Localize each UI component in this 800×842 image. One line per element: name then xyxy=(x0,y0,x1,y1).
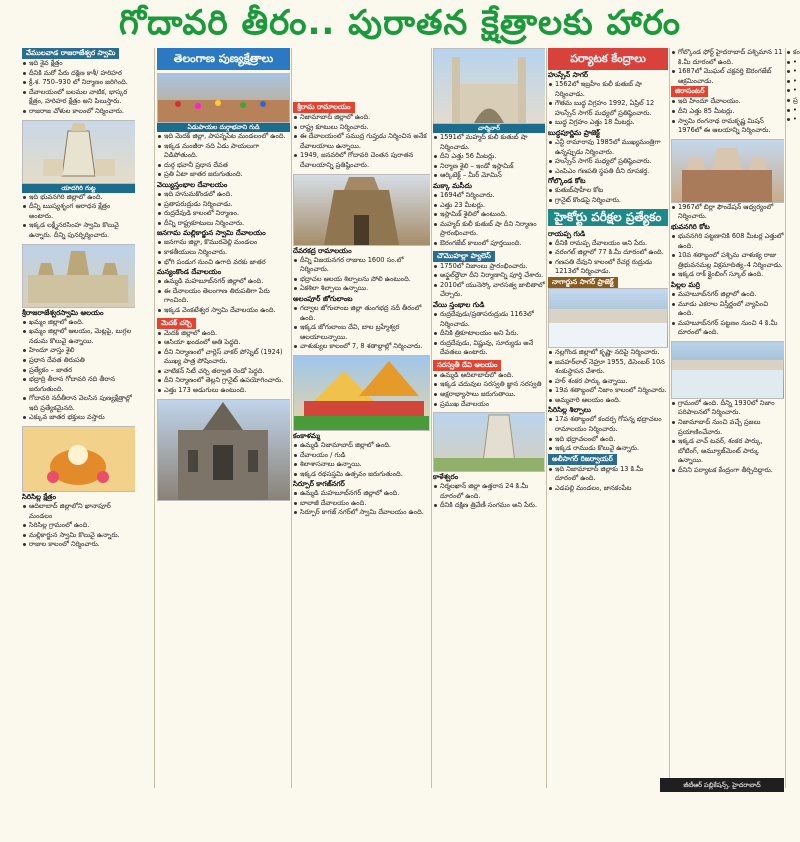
bullet-line: దేవాలయం / గుడి xyxy=(293,451,430,461)
section-title: పిల్లల మర్రి xyxy=(671,280,700,289)
section-title: గోల్కొండ కోట xyxy=(548,177,586,186)
bullet-line: 1687లో మొఘల్ చక్రవర్తి ఔరంగజేబ్ ఆక్రమించాడు. xyxy=(671,67,784,86)
bullet-line: దీనికి రామప్ప దేవాలయం అని పేరు. xyxy=(548,239,668,249)
section-body xyxy=(157,238,290,267)
bullet-line: ఎక్కువ జాతర భక్తులు వస్తారు xyxy=(22,413,135,423)
column-rule xyxy=(291,48,292,788)
column-rule xyxy=(154,48,155,788)
section-body xyxy=(671,97,784,135)
bullet-line: ఉమ్మడి నిజామాబాద్ జిల్లాలో ఉంది. xyxy=(293,441,430,451)
bullet-line: దీనికి త్రికూటాలయం అని పేరు. xyxy=(433,329,545,339)
bullet-line: ఈ దేవాలయంలో సముద్ర గుప్తుడు నిర్మించిన అనేక దేవాలయాలు ఉన్నాయి. xyxy=(293,132,430,151)
temple-photo xyxy=(293,174,430,246)
bullet-line: • xyxy=(786,58,800,68)
bullet-line: ఇది హిందూ దేవాలయం. xyxy=(671,97,784,107)
bullet-line: ఇక్కడ రాముడు కొలువై ఉన్నారు. xyxy=(548,444,668,454)
section-body xyxy=(548,415,668,453)
bullet-line: దీన్ని రాష్ట్రకూటులు నిర్మించారు. xyxy=(157,219,290,229)
deity-photo xyxy=(22,426,135,492)
section-body xyxy=(433,371,545,409)
highcourt-banner: హైకోర్టు పరీక్షల ప్రత్యేకం xyxy=(548,209,668,226)
bullet-line: సిరిసిల్ల గ్రామంలో ఉంది. xyxy=(22,521,135,531)
temple-photo xyxy=(22,244,135,308)
bullet-line: ఈ దేవాలయం తెలంగాణ తిరుపతిగా పేరు గాంచింది. xyxy=(157,287,290,306)
column-rule xyxy=(431,48,432,788)
column-7-partial xyxy=(786,48,800,788)
column-3 xyxy=(293,102,430,842)
bullet-line: దీనిని పర్యాటక కేంద్రంగా తీర్చిదిద్దారు. xyxy=(671,466,784,476)
bullet-line: 1750లో నిజాంలు ప్రారంభించారు. xyxy=(433,262,545,272)
section-body xyxy=(293,304,430,352)
bullet-line: శిలాశాసనాలు ఉన్నాయి. xyxy=(293,460,430,470)
reservoir-photo xyxy=(671,341,784,399)
bullet-line: ఇక్కడ వెంకటేశ్వర స్వామి దేవాలయం ఉంది. xyxy=(157,306,290,316)
section-title: సిరిసిల్ల శిల్పాలు xyxy=(548,406,591,415)
bullet-line: ప్రధాన దేవత తిరుపతి xyxy=(22,356,135,366)
bullet-line: వరంగల్ జిల్లాలో 77 కి.మీ దూరంలో ఉంది. xyxy=(548,248,668,258)
bullet-line: ప్రతాపరుద్రుడు నిర్మించాడు. xyxy=(157,200,290,210)
bullet-line: కాకతీయులు నిర్మించారు. xyxy=(157,248,290,258)
bullet-line: గోల్కొండ ఫోర్ట్ హైదరాబాద్ పశ్చిమాన 11 కి.మీ దూరంలో ఉంది. xyxy=(671,48,784,67)
bullet-line: గద్వాల జోగులాంబ జిల్లా తుంగభద్ర నదీ తీరంలో ఉంది. xyxy=(293,304,430,323)
bullet-line: భోగి పండుగ నుంచి ఉగాది వరకు జాతర xyxy=(157,258,290,268)
bullet-line: మూడు ఎకరాల విస్తీర్ణంలో వ్యాపించి ఉంది. xyxy=(671,300,784,319)
bullet-line: రాజుల కాలంలో నిర్మించారు. xyxy=(22,540,135,550)
bullet-line: మహబూబ్‌నగర్ పట్టణం నుంచి 4 కి.మీ దూరంలో ఉంది. xyxy=(671,319,784,338)
column-4 xyxy=(433,48,545,788)
photo-caption: కంకాళమ్మ xyxy=(293,431,320,440)
bullet-line: దేవాలయంలో బలమల వాటిక, భాస్కర క్షేత్రం, హరిహర క్షేత్రం అని పిలుస్తారు. xyxy=(22,88,135,107)
bullet-line: ఖమ్మం జిల్లాలో ఆలయం, మెట్లపై, బుగ్గల నడుమ కొలువై ఉన్నాయి. xyxy=(22,327,135,346)
bullet-line: ఇక్కడ చదువుల సరస్వతి జ్ఞాన సరస్వతి xyxy=(433,380,545,390)
bullet-line: ఎత్తు 23 మీటర్లు. xyxy=(433,201,545,211)
section-body xyxy=(786,48,800,125)
bullet-line: అఫ్జల్‌ద్దౌలా దీని నిర్మాణాన్ని పూర్తి చేశారు. xyxy=(433,271,545,281)
bullet-line: • xyxy=(786,77,800,87)
bullet-line: ప్రతి ఏటా జాతర జరుగుతుంది. xyxy=(157,170,290,180)
column-2 xyxy=(157,48,290,788)
bullet-line: బాలాజీ దేవాలయం ఉంది. xyxy=(293,499,430,509)
bullet-line: రుద్రదేవుడి కాలంలో నిర్మాణం. xyxy=(157,209,290,219)
bullet-line: గ్రామంలో ఉంది. దీన్ని 1930లో నిజాం పరిపాలనలో నిర్మించారు. xyxy=(671,399,784,418)
section-title: రాయప్ప గుడి xyxy=(548,229,586,238)
bullet-line: కం xyxy=(786,48,800,58)
bullet-line: • xyxy=(786,67,800,77)
section-body xyxy=(22,318,135,366)
section-title: జిరాసంటర్ xyxy=(671,86,708,97)
section-body xyxy=(433,262,545,300)
bullet-line: భద్రాద్రి తీరాన గోదావరి నది తీరాన జరుగుతుంది. xyxy=(22,375,135,394)
photo-caption: దేవరకద్ర రామాలయం xyxy=(293,246,352,255)
section-title: సరస్వతీ దేవి ఆలయం xyxy=(433,360,501,371)
temple-photo xyxy=(22,120,135,184)
bullet-line: ఇది మెదక్ జిల్లా, పాపన్నపేట మండలంలో ఉంది. xyxy=(157,132,290,142)
bullet-line: రాజరాజ చోళుల కాలంలో నిర్మించారు. xyxy=(22,107,135,117)
bullet-line: దీని ఎత్తు 85 మీటర్లు. xyxy=(671,107,784,117)
column-rule xyxy=(669,48,670,788)
section-body xyxy=(157,329,290,396)
bullet-line: 1694లో నిర్మించారు. xyxy=(433,191,545,201)
bullet-line: ఎన్టీ రామారావు 1985లో ముఖ్యమంత్రిగా ఉన్నప్పుడు నిర్మించారు. xyxy=(548,138,668,157)
section-title: బుద్ధపూర్ణిమ ప్రాజెక్ట్ xyxy=(548,128,600,137)
bullet-line: • xyxy=(786,86,800,96)
section-body xyxy=(671,399,784,476)
bullet-line: హర్ శంకర పార్కు ఉన్నాయి. xyxy=(548,377,668,387)
section-title: హుస్సేన్ సాగర్ xyxy=(548,71,589,79)
dam-photo xyxy=(548,288,668,348)
bullet-line: ఉమ్మడి ఆదిలాబాద్‌లో ఉంది. xyxy=(433,371,545,381)
section-body xyxy=(548,138,668,176)
bullet-line: ఇది నిజామాబాద్ జిల్లాకు 13 కి.మీ దూరంలో ఉంది. xyxy=(548,465,668,484)
bullet-line: కుతుబ్‌షాహీల కోట xyxy=(548,186,668,196)
temple-photo xyxy=(293,355,430,431)
bullet-line: జవహర్‌లాల్ నెహ్రూ 1955, డిసెంబర్ 10న శంకుస్థాపన చేశారు. xyxy=(548,358,668,377)
section-title: శ్రీరాజరాజేశ్వరస్వామి ఆలయం xyxy=(22,308,104,317)
bullet-line: ఎంపిఎం గణపతి స్థపతి దీని రూపకర్త. xyxy=(548,167,668,177)
section-body xyxy=(433,310,545,358)
bullet-line: 10వ శతాబ్దంలో పశ్చిమ చాళుక్య రాజు త్రిభువనమల్ల విక్రమాదిత్య–4 నిర్మించాడు. xyxy=(671,251,784,270)
bullet-line: ఇది శైవ క్షేత్రం xyxy=(22,59,135,69)
bullet-line: స్వామి రంగనాథ రామకృష్ణ మిషన్ 1976లో ఈ ఆలయాన్ని నిర్మించారు. xyxy=(671,117,784,136)
section-body xyxy=(157,277,290,315)
bullet-line: అమ్మవారి ఆలయం ఉంది. xyxy=(548,396,668,406)
bullet-line: దీని ఎత్తు 56 మీటర్లు. xyxy=(433,152,545,162)
section-body xyxy=(548,377,668,406)
bullet-line: నిర్మాణ శైలి – ఇండో ఇస్లామిక్ xyxy=(433,162,545,172)
photo-caption: ఏడుపాయల దుర్గాభవాని గుడి xyxy=(157,123,290,132)
bullet-line: రాష్ట్ర కూటులు నిర్మించారు. xyxy=(293,123,430,133)
bullet-line: ఇక్కడ రథసప్తమి ఉత్సవం జరుగుతుంది. xyxy=(293,470,430,480)
bullet-line: 1949, జనవరిలో గోదావరి చెంతన పురాతన దేవాలయాన్ని ప్రతిష్ఠించారు. xyxy=(293,151,430,170)
bullet-line: గౌతమ బుద్ధ విగ్రహం 1992, ఏప్రిల్ 12 హుస్సేన్ సాగర్ మధ్యలో ప్రతిష్ఠించారు. xyxy=(548,99,668,118)
bullet-line: దీనికి మరో పేరు దక్షిణ కాశీ/ హరిహర xyxy=(22,69,135,79)
section-body xyxy=(548,239,668,277)
bullet-line: 19వ శతాబ్దంలో నిజాం కాలంలో నిర్మించారు. xyxy=(548,386,668,396)
bullet-line: ప్రత్యేకం – జాతర xyxy=(22,366,135,376)
bullet-line: ఉమ్మడి మహబూబ్‌నగర్ జిల్లాలో ఉంది. xyxy=(293,489,430,499)
section-title: భువనగిరి కోట xyxy=(671,222,710,231)
bullet-line: ఉమ్మడి మహబూబ్‌నగర్ జిల్లాలో ఉంది. xyxy=(157,277,290,287)
bullet-line: నిజామాబాద్ నుంచి వచ్చే ప్రజలు ప్రయాణించేవారు. xyxy=(671,418,784,437)
section-body xyxy=(22,502,135,550)
bullet-line: రుద్రదేవుడు, విష్ణువు, సూర్యుడు అనే దేవతలు ఉంటారు. xyxy=(433,339,545,358)
bullet-line: మహబూబ్‌నగర్ జిల్లాలో ఉంది. xyxy=(671,290,784,300)
section-body xyxy=(293,113,430,171)
section-body xyxy=(157,132,290,180)
church-photo xyxy=(157,399,290,501)
bullet-line: ఏకశిలా శిల్పాలు ఉన్నాయి. xyxy=(293,284,430,294)
section-title: జనగామ మల్లికార్జున స్వామి దేవాలయం xyxy=(157,229,266,238)
bullet-line: ఆర్కిటెక్ట్ – మీర్ మోమిన్ xyxy=(433,171,545,181)
bullet-line: • xyxy=(786,106,800,116)
bullet-line: ఇక్కడ రాక్ క్లైంబింగ్ స్కూల్ ఉంది. xyxy=(671,270,784,280)
bullet-line: ఆదిలాబాద్ జిల్లాలోని ఖానాపూర్ మండలం xyxy=(22,502,135,521)
bullet-line: దీని నిర్మాణంలో చార్లెస్ వాకర్ పోస్నెట్ (1924) ముఖ్య పాత్ర పోషించారు. xyxy=(157,348,290,367)
bullet-line: క్రీ.శ. 750–930 లో నిర్మాణం జరిగింది. xyxy=(22,78,135,88)
bullet-line: ఇక్కడ జోగులాంబ దేవి, బాల బ్రహ్మేశ్వర ఆలయాలున్నాయి. xyxy=(293,323,430,342)
photo-caption: కాళేశ్వరం xyxy=(433,473,459,482)
bullet-line: భద్రాచల ఆలయ శిల్పాలను పోలి ఉంటుంది. xyxy=(293,275,430,285)
section-body xyxy=(671,203,784,222)
bullet-line: సిర్పూర్ కాగజ్ నగర్‌లో స్వామి దేవాలయం ఉంది. xyxy=(293,508,430,518)
section-title: నాగార్జున సాగర్ ప్రాజెక్ట్ xyxy=(548,277,618,288)
bullet-line: 2010లో యునెస్కో వారసత్వ జాబితాలో చేర్చారు. xyxy=(433,281,545,300)
bullet-line: ఇది భద్రాచలంలో ఉంది. xyxy=(548,435,668,445)
section-body xyxy=(293,256,430,294)
bullet-line: బుద్ధ విగ్రహం ఎత్తు 18 మీటర్లు. xyxy=(548,118,668,128)
section-title: చౌమొహల్లా ప్యాలెస్ xyxy=(433,251,495,262)
bullet-line: అక్షరాభ్యాసాలు జరుగుతాయి. xyxy=(433,390,545,400)
bullet-line: హుస్సేన్ సాగర్ మధ్యలో ప్రతిష్ఠించారు. xyxy=(548,157,668,167)
column-rule xyxy=(546,48,547,788)
telangana-banner: తెలంగాణ పుణ్యక్షేత్రాలు xyxy=(157,48,290,70)
section-body xyxy=(22,193,135,241)
section-title: మన్యంకొండ దేవాలయం xyxy=(157,268,222,277)
bullet-line: ఆసియా ఖండంలో అతి పెద్దది. xyxy=(157,338,290,348)
section-body xyxy=(548,80,668,128)
section-body xyxy=(548,348,668,377)
section-title: అలంపూర్ జోగులాంబ xyxy=(293,294,353,303)
bullet-line: 1591లో మహ్మద్ కులీ కుతుబ్ షా నిర్మించాడు. xyxy=(433,133,545,152)
section-body xyxy=(671,48,784,86)
bullet-line: ఔరంగజేబ్ కాలంలో పూర్తయింది. xyxy=(433,239,545,249)
bullet-line: నిర్మలఖాన్ జిల్లా ఉత్తరాన 24 కి.మీ దూరంలో ఉంది. xyxy=(433,482,545,501)
bullet-line: ఇక్కడ మంజీరా నది ఏడు పాయలుగా విడిపోతుంది. xyxy=(157,142,290,161)
bullet-line: 17వ శతాబ్దంలో కందర్ప గోపన్న భద్రాచలం రామాలయం నిర్మించారు. xyxy=(548,415,668,434)
bullet-line: భువనగిరి పట్టణానికి 608 మీటర్ల ఎత్తులో ఉంది. xyxy=(671,232,784,251)
section-body xyxy=(22,59,135,117)
bullet-line: ఎత్తు 173 అడుగులు ఉంటుంది. xyxy=(157,386,290,396)
bullet-line: ఇది హనుమకొండలో ఉంది. xyxy=(157,190,290,200)
temple-photo xyxy=(671,139,784,203)
bullet-line: మెదక్ జిల్లాలో ఉంది. xyxy=(157,329,290,339)
bullet-line: ప్రముఖ దేవాలయం xyxy=(433,400,545,410)
column-1 xyxy=(22,48,135,788)
column-5 xyxy=(548,48,668,788)
section-title: వెయ్యిస్తంభాల దేవాలయం xyxy=(157,180,228,189)
section-body xyxy=(548,465,668,494)
section-title: వేములవాడ రాజరాజేశ్వర స్వామి xyxy=(22,48,119,59)
bullet-line: రుద్రదేవుడు/ప్రతాపరుద్రుడు 1163లో నిర్మించాడు. xyxy=(433,310,545,329)
bullet-line: గ్రానైట్ కొండపై నిర్మించారు. xyxy=(548,196,668,206)
bullet-line: దుర్గ భవానీ ప్రధాన దేవత xyxy=(157,161,290,171)
headline: గోదావరి తీరం.. పురాతన క్షేత్రాలకు హారం xyxy=(118,3,682,43)
bullet-line: గణపతి దేవుని కాలంలో రేచర్ల రుద్రుడు 1213లో నిర్మించాడు. xyxy=(548,258,668,277)
bullet-line: • xyxy=(786,115,800,125)
section-title: వేయి స్తంభాల గుడి xyxy=(433,300,485,309)
crowd-photo xyxy=(157,73,290,123)
bullet-line: ఇక్కడ వాచ్ టవర్, శంకర పార్కు, బోటింగ్, అమ్యూజ్‌మెంట్ పార్కు ఉన్నాయి. xyxy=(671,437,784,466)
photo-caption: చార్మినార్ xyxy=(433,124,545,133)
bullet-line: వాటికన్ సిటీ చర్చి తర్వాత రెండో పెద్దది. xyxy=(157,367,290,377)
bullet-line: 1967లో బిర్లా ఫౌండేషన్ ఆధ్వర్యంలో నిర్మించారు. xyxy=(671,203,784,222)
bullet-line: హిందూ వాస్తు శైలి xyxy=(22,346,135,356)
bullet-line: నిజామాబాద్ జిల్లాలో ఉంది. xyxy=(293,113,430,123)
bullet-line: దీనికి దక్షిణ త్రివేణీ సంగమం అని పేరు. xyxy=(433,501,545,511)
bullet-line: ప్ర xyxy=(786,96,800,106)
bullet-line: ఇక్కడ లక్ష్మీనరసింహ స్వామి కొలువై ఉన్నారు. దీన్ని పునర్నిర్మించారు. xyxy=(22,221,135,240)
section-body xyxy=(433,191,545,249)
bullet-line: నల్లగొండ జిల్లాలో కృష్ణా నదిపై నిర్మించారు. xyxy=(548,348,668,358)
charminar-photo xyxy=(433,48,545,124)
publisher-credit: జీటీఆర్ పబ్లికేషన్స్, హైదరాబాద్ xyxy=(660,778,784,792)
section-body xyxy=(157,190,290,228)
section-title: మక్కా మసీదు xyxy=(433,181,472,190)
tourism-banner: పర్యాటక కేంద్రాలు xyxy=(548,48,668,70)
bullet-line: గోదావరి నదీతీరాన వెలసిన పుణ్యక్షేత్రాల్లో ఇది ప్రత్యేకమైనది. xyxy=(22,394,135,413)
section-title: అలీసాగర్ రిజర్వాయర్ xyxy=(548,454,617,465)
bullet-line: ఇది భువనగిరి జిల్లాలో ఉంది. xyxy=(22,193,135,203)
photo-caption: సిరిసిల్ల క్షేత్రం xyxy=(22,493,57,502)
section-body xyxy=(671,290,784,338)
bullet-line: మల్లికార్జున స్వామి కొలువై ఉన్నారు. xyxy=(22,531,135,541)
bullet-line: ఎడపల్లి మండలం, జానకంపేట xyxy=(548,484,668,494)
bullet-line: మహ్మద్ కులీ కుతుబ్ షా దీని నిర్మాణం ప్రారంభించారు. xyxy=(433,220,545,239)
bullet-line: చాళుక్యుల కాలంలో 7, 8 శతాబ్దాల్లో నిర్మించారు. xyxy=(293,342,430,352)
section-title: సిర్పూర్ కాగజ్‌నగర్ xyxy=(293,480,345,489)
bullet-line: దీన్ని ఋష్యశృంగ ఆరాధన క్షేత్రం అంటారు. xyxy=(22,202,135,221)
section-body xyxy=(548,186,668,205)
section-title: మెదక్ చర్చి xyxy=(157,318,196,329)
section-title: శ్రీరామ రామాలయం xyxy=(293,102,355,113)
section-body xyxy=(671,232,784,280)
bullet-line: ఇస్లామిక్ శైలిలో ఉంటుంది. xyxy=(433,210,545,220)
section-body xyxy=(433,133,545,181)
photo-caption: యాదగిరి గుట్ట xyxy=(22,184,135,193)
column-6 xyxy=(671,48,784,776)
bullet-line: దీని నిర్మాణంలో తెల్లని గ్రానైట్ ఉపయోగించారు. xyxy=(157,376,290,386)
bullet-line: 1562లో ఇబ్రహీం కులీ కుతుబ్ షా నిర్మించాడు. xyxy=(548,80,668,99)
section-body xyxy=(22,366,135,424)
bullet-line: దీన్ని విజయనగర రాజులు 1600 సం.లో నిర్మించారు. xyxy=(293,256,430,275)
section-body xyxy=(433,482,545,511)
bullet-line: జనగామ జిల్లా, కొమురవెల్లి మండలం xyxy=(157,238,290,248)
section-body xyxy=(293,489,430,518)
bullet-line: ఖమ్మం జిల్లాలో ఉంది. xyxy=(22,318,135,328)
gopuram-photo xyxy=(433,412,545,472)
section-body xyxy=(293,441,430,479)
